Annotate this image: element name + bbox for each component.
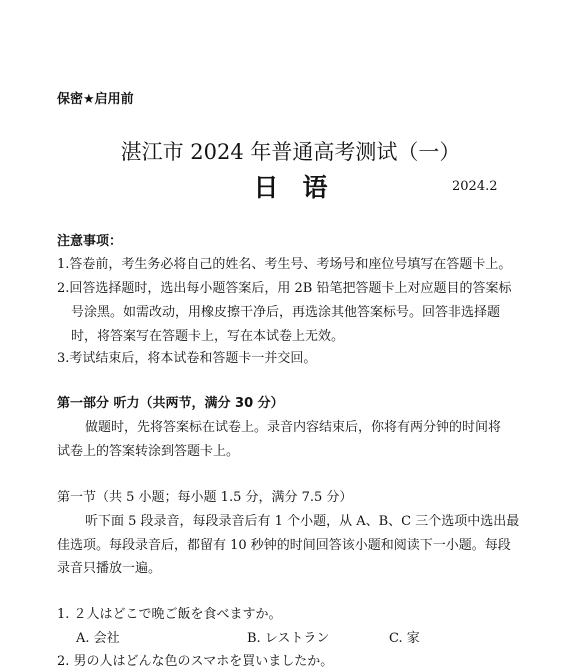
option-a: A. 会社 [76, 631, 120, 646]
question-stem: 1. ２人はどこで晩ご飯を食べますか。 [57, 607, 282, 622]
subject-title: 日语 [253, 173, 352, 202]
section1-intro-line: 佳选项。每段录音后，都留有 10 秒钟的时间回答该小题和阅读下一小题。每段 [57, 538, 511, 553]
note-line: 3.考试结束后，将本试卷和答题卡一并交回。 [57, 351, 317, 366]
section1-heading: 第一节（共 5 小题；每小题 1.5 分，满分 7.5 分） [57, 490, 353, 505]
exam-title: 湛江市 2024 年普通高考测试（一） [120, 140, 461, 164]
part1-intro-line: 试卷上的答案转涂到答题卡上。 [57, 444, 240, 459]
part1-intro-line: 做题时，先将答案标在试卷上。录音内容结束后，你将有两分钟的时间将 [85, 420, 502, 435]
option-b: B. レストラン [247, 631, 330, 646]
confidential-label: 保密★启用前 [57, 92, 134, 107]
part1-heading: 第一部分 听力（共两节，满分 30 分） [57, 396, 284, 411]
exam-date: 2024.2 [452, 179, 498, 194]
notes-heading: 注意事项： [57, 234, 123, 249]
note-line: 时，将答案写在答题卡上，写在本试卷上无效。 [71, 329, 345, 344]
note-line: 2.回答选择题时，选出每小题答案后，用 2B 铅笔把答题卡上对应题目的答案标 [57, 281, 512, 296]
note-line: 1.答卷前，考生务必将自己的姓名、考生号、考场号和座位号填写在答题卡上。 [57, 257, 512, 272]
question-stem: 2. 男の人はどんな色のスマホを買いましたか。 [57, 654, 334, 669]
section1-intro-line: 录音只播放一遍。 [57, 561, 162, 576]
option-c: C. 家 [389, 631, 420, 646]
section1-intro-line: 听下面 5 段录音，每段录音后有 1 个小题，从 A、B、C 三个选项中选出最 [85, 514, 520, 529]
note-line: 号涂黑。如需改动，用橡皮擦干净后，再选涂其他答案标号。回答非选择题 [71, 305, 501, 320]
